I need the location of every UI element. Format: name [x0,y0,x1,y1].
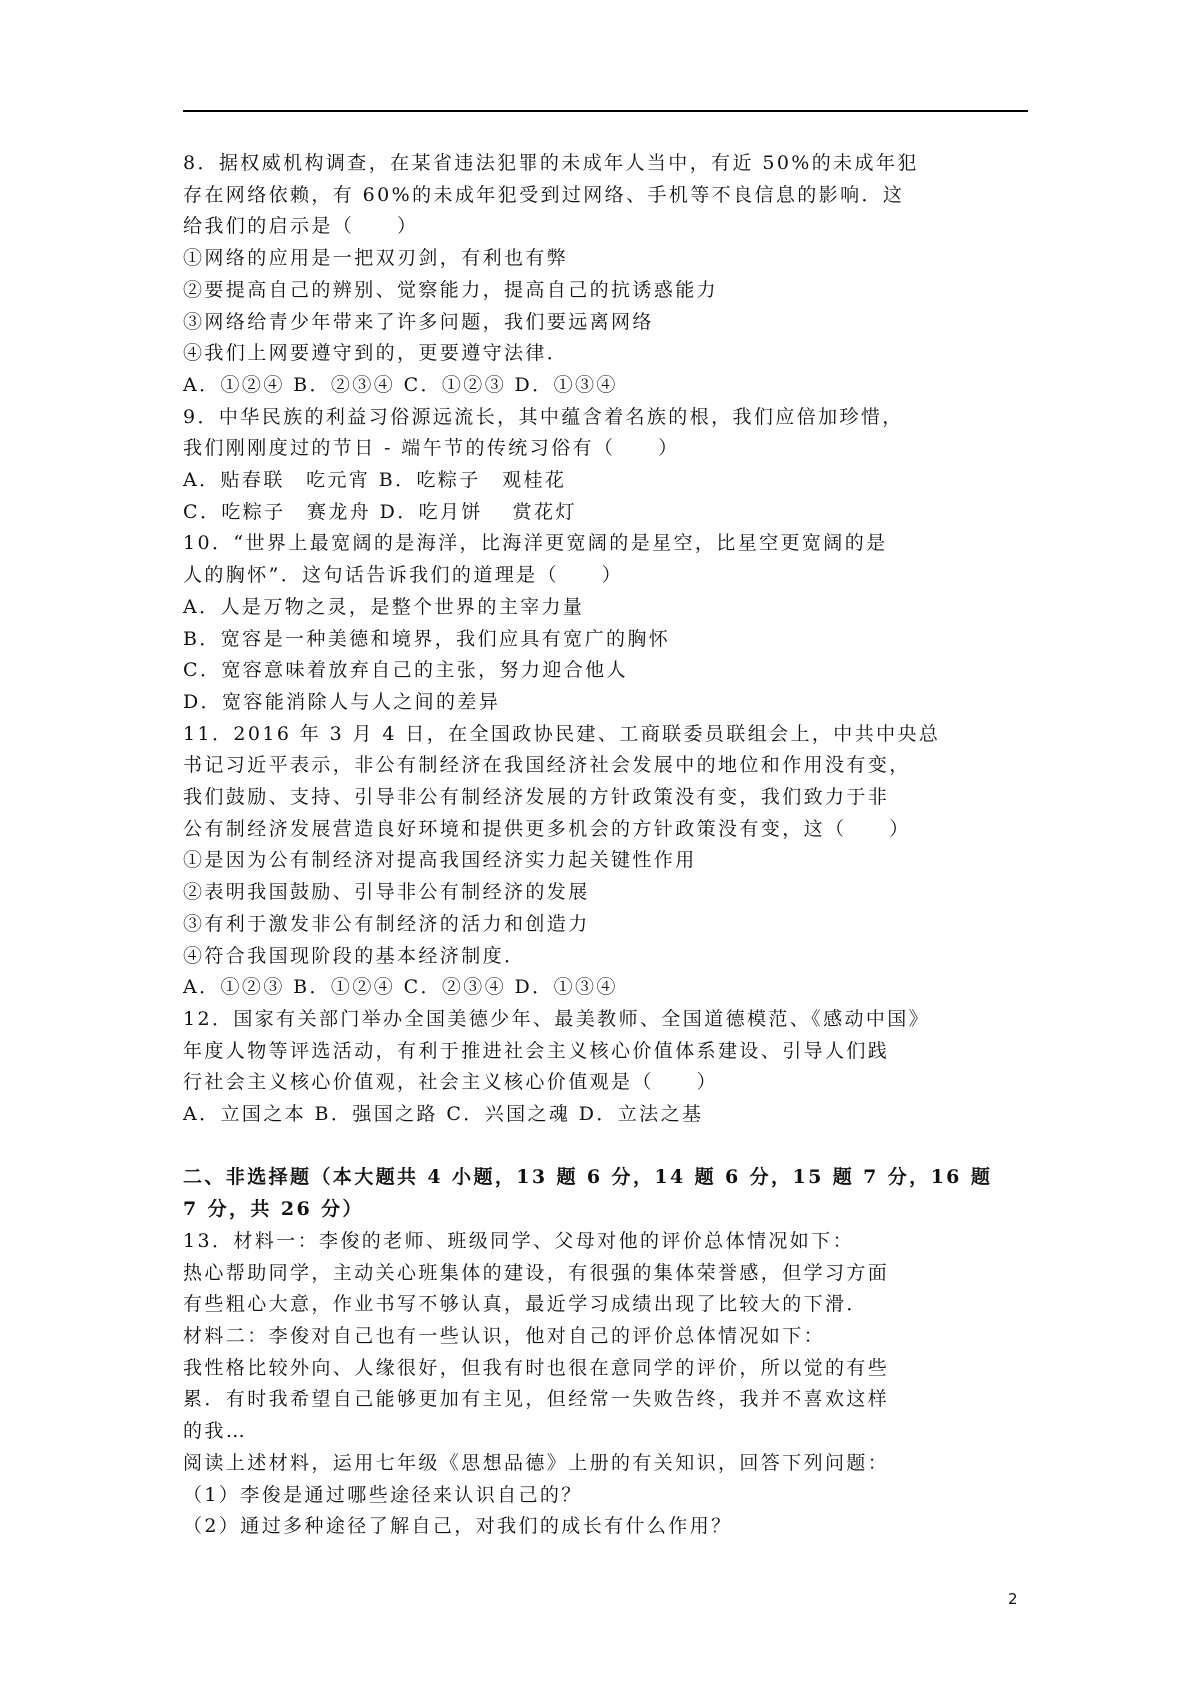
text-line: 热心帮助同学，主动关心班集体的建设，有很强的集体荣誉感，但学习方面 [183,1261,890,1284]
section-gap [183,1131,1033,1163]
text-line: （1）李俊是通过哪些途径来认识自己的？ [183,1483,583,1506]
text-line: 12．国家有关部门举办全国美德少年、最美教师、全国道德模范、《感动中国》 [183,1007,931,1030]
text-line: ①网络的应用是一把双刃剑，有利也有弊 [183,247,569,270]
text-line: 阅读上述材料，运用七年级《思想品德》上册的有关知识，回答下列问题： [183,1451,890,1474]
text-line: ③有利于激发非公有制经济的活力和创造力 [183,912,590,935]
header-rule [183,110,1028,112]
text-line: 的我… [183,1420,248,1443]
text-line: 行社会主义核心价值观，社会主义核心价值观是（ ） [183,1071,719,1094]
text-line: 我们鼓励、支持、引导非公有制经济发展的方针政策没有变，我们致力于非 [183,786,890,809]
section-heading: 二、非选择题（本大题共 4 小题，13 题 6 分，14 题 6 分，15 题 7 分，16 题 [183,1166,993,1189]
text-line: ④我们上网要遵守到的，更要遵守法律． [183,342,569,365]
text-line: 11．2016 年 3 月 4 日，在全国政协民建、工商联委员联组会上，中共中央总 [183,722,941,745]
text-line: ④符合我国现阶段的基本经济制度． [183,944,526,967]
text-line: 10．“世界上最宽阔的是海洋，比海洋更宽阔的是星空，比星空更宽阔的是 [183,532,888,555]
page-content [183,148,1033,1543]
text-line: 书记习近平表示，非公有制经济在我国经济社会发展中的地位和作用没有变， [183,754,911,777]
text-line: 存在网络依赖，有 60%的未成年犯受到过网络、手机等不良信息的影响．这 [183,183,905,206]
text-line: ②表明我国鼓励、引导非公有制经济的发展 [183,881,590,904]
text-line: 9．中华民族的利益习俗源远流长，其中蕴含着名族的根，我们应倍加珍惜， [183,405,904,428]
text-line: A．人是万物之灵，是整个世界的主宰力量 [183,595,585,618]
text-line: （2）通过多种途径了解自己，对我们的成长有什么作用？ [183,1515,733,1538]
text-line: 有些粗心大意，作业书写不够认真，最近学习成绩出现了比较大的下滑． [183,1293,868,1316]
text-line: 8．据权威机构调查，在某省违法犯罪的未成年人当中，有近 50%的未成年犯 [183,152,919,174]
text-line: 给我们的启示是（ ） [183,215,419,238]
page-number: 2 [1008,1590,1018,1608]
text-line: D．宽容能消除人与人之间的差异 [183,690,501,713]
text-line: 13．材料一：李俊的老师、班级同学、父母对他的评价总体情况如下： [183,1229,854,1252]
text-line: 公有制经济发展营造良好环境和提供更多机会的方针政策没有变，这（ ） [183,817,911,840]
text-line: A．立国之本 B．强国之路 C．兴国之魂 D．立法之基 [183,1103,704,1126]
section-heading: 7 分，共 26 分） [183,1198,364,1221]
text-line: A．①②③ B．①②④ C．②③④ D．①③④ [183,976,618,999]
text-line: C．宽容意味着放弃自己的主张，努力迎合他人 [183,659,628,682]
text-line: ①是因为公有制经济对提高我国经济实力起关键性作用 [183,849,697,872]
text-line: 年度人物等评选活动，有利于推进社会主义核心价值体系建设、引导人们践 [183,1039,890,1062]
text-line: 人的胸怀”．这句话告诉我们的道理是（ ） [183,564,624,587]
text-line: 材料二：李俊对自己也有一些认识，他对自己的评价总体情况如下： [183,1325,826,1347]
text-line: C．吃粽子 赛龙舟 D．吃月饼 赏花灯 [183,500,577,523]
text-line: A．①②④ B．②③④ C．①②③ D．①③④ [183,373,618,396]
text-line: B．宽容是一种美德和境界，我们应具有宽广的胸怀 [183,627,671,650]
text-line: 我们刚刚度过的节日 - 端午节的传统习俗有（ ） [183,437,680,460]
text-line: ②要提高自己的辨别、觉察能力，提高自己的抗诱惑能力 [183,278,719,301]
text-line: ③网络给青少年带来了许多问题，我们要远离网络 [183,310,654,333]
text-line: A．贴春联 吃元宵 B．吃粽子 观桂花 [183,469,567,492]
text-line: 我性格比较外向、人缘很好，但我有时也很在意同学的评价，所以觉的有些 [183,1356,890,1379]
text-line: 累．有时我希望自己能够更加有主见，但经常一失败告终，我并不喜欢这样 [183,1388,890,1411]
